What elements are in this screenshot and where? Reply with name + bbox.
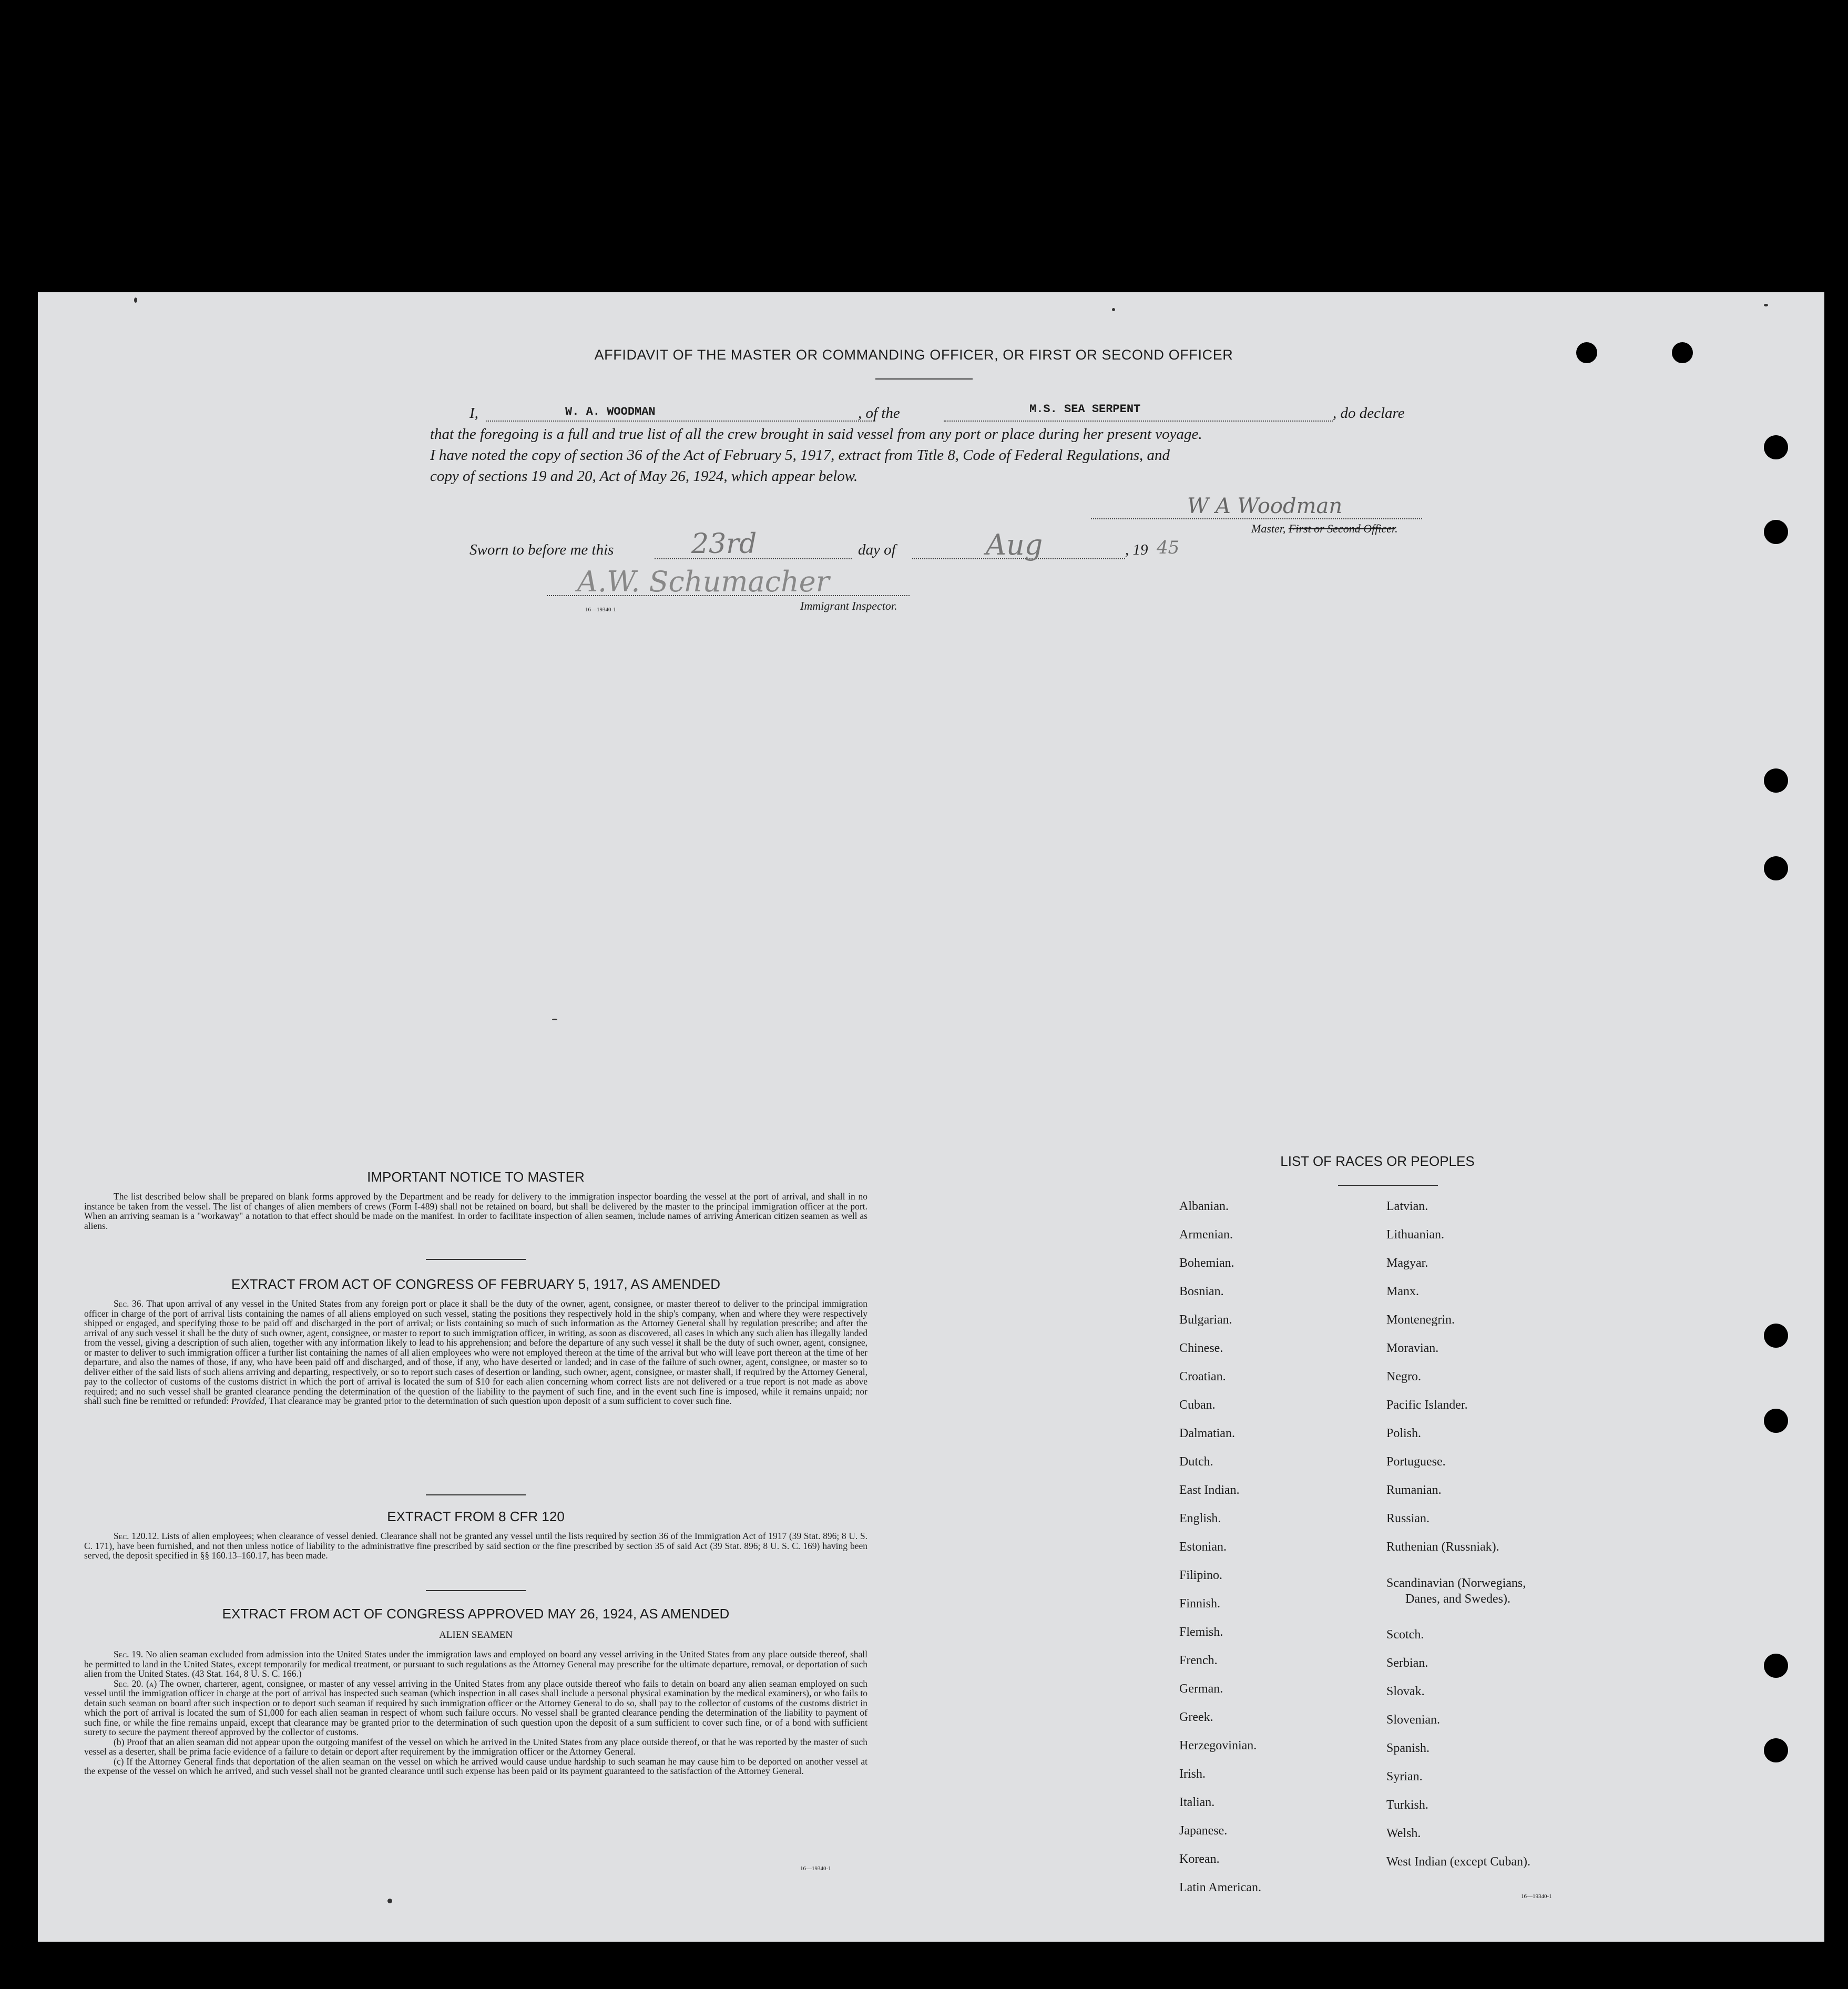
race-item: Dalmatian. bbox=[1179, 1427, 1235, 1440]
vessel-name: M.S. SEA SERPENT bbox=[1029, 403, 1141, 416]
race-item: French. bbox=[1179, 1654, 1218, 1667]
race-item: English. bbox=[1179, 1512, 1221, 1525]
race-item: Syrian. bbox=[1386, 1770, 1423, 1783]
affidavit-of-the: , of the bbox=[858, 405, 900, 422]
year-prefix: , 19 bbox=[1125, 541, 1148, 558]
race-item: Bulgarian. bbox=[1179, 1313, 1232, 1327]
day-of-label: day of bbox=[858, 541, 896, 558]
race-item: Irish. bbox=[1179, 1767, 1206, 1781]
punch-hole bbox=[1764, 1738, 1788, 1762]
inspector-signature: A.W. Schumacher bbox=[577, 565, 830, 598]
race-item: Lithuanian. bbox=[1386, 1228, 1444, 1242]
race-item: Negro. bbox=[1386, 1370, 1421, 1383]
race-item: Chinese. bbox=[1179, 1341, 1223, 1355]
race-item: Finnish. bbox=[1179, 1597, 1221, 1611]
punch-hole bbox=[1764, 1654, 1788, 1678]
race-item: Pacific Islander. bbox=[1386, 1398, 1468, 1412]
race-item: Latvian. bbox=[1386, 1199, 1428, 1213]
race-item: Herzegovinian. bbox=[1179, 1739, 1257, 1752]
race-item: Manx. bbox=[1386, 1285, 1419, 1298]
punch-hole bbox=[1764, 520, 1788, 544]
title-rule bbox=[875, 378, 973, 380]
punch-hole bbox=[1764, 768, 1788, 793]
punch-hole bbox=[1764, 1324, 1788, 1348]
sec20b-text: (b) Proof that an alien seaman did not appear upon the outgoing manifest of the vessel on which he arrived in the United States from any place outside thereof, or that he was reported by the master of such vessel as a deserter, shall be prima facie evidence of a failure to detain or deport after requirement by the immigration officer or the Attorney General. bbox=[84, 1736, 867, 1757]
punch-hole bbox=[1576, 342, 1597, 363]
race-item: Serbian. bbox=[1386, 1656, 1428, 1670]
master-name: W. A. WOODMAN bbox=[565, 405, 656, 418]
punch-hole bbox=[1764, 435, 1788, 459]
race-item: West Indian (except Cuban). bbox=[1386, 1855, 1530, 1869]
paper-speck bbox=[134, 298, 137, 303]
race-item: Albanian. bbox=[1179, 1199, 1229, 1213]
extract-cfr-body bbox=[84, 1531, 867, 1561]
race-item: Estonian. bbox=[1179, 1540, 1227, 1554]
race-item: Bohemian. bbox=[1179, 1256, 1234, 1270]
form-number: 16—19340-1 bbox=[585, 607, 616, 613]
sworn-label: Sworn to before me this bbox=[469, 541, 614, 558]
sworn-day: 23rd bbox=[691, 528, 757, 560]
race-item: East Indian. bbox=[1179, 1483, 1240, 1497]
sec19-text: No alien seaman excluded from admission into the United States under the immigration laws and employed on board any vessel arriving in the United States from any place outside thereof, shall be permitted to land in the United States, except temporarily for medical treatment, or pursuant to such regulations as the Attorney General may prescribe for the ultimate departure, removal, or deportation of such alien from the United States. (43 Stat. 164, 8 U. S. C. 166.) bbox=[84, 1649, 868, 1679]
sec19-label: Sec. 19. bbox=[114, 1649, 144, 1659]
race-item: Flemish. bbox=[1179, 1625, 1223, 1639]
race-item: Japanese. bbox=[1179, 1824, 1228, 1838]
inspector-label: Immigrant Inspector. bbox=[800, 599, 897, 612]
race-item: German. bbox=[1179, 1682, 1223, 1696]
race-item: Armenian. bbox=[1179, 1228, 1233, 1242]
sworn-month: Aug bbox=[986, 528, 1043, 561]
race-item: Russian. bbox=[1386, 1512, 1430, 1525]
race-item: Danes, and Swedes). bbox=[1405, 1592, 1510, 1606]
race-item: Greek. bbox=[1179, 1710, 1213, 1724]
race-item: Spanish. bbox=[1386, 1741, 1430, 1755]
cfr-text: Lists of alien employees; when clearance of vessel denied. Clearance shall not be granted any vessel until the lists required by section 36 of the Immigration Act of 1917 (39 Stat. 896; 8 U. S. C. 171), have been furnished, and not then unless notice of liability to the administrative fine prescribed by said section or the fine prescribed by section 35 of said Act (39 Stat. 896; 8 U. S. C. 169) having been served, the deposit specified in §§ 160.13–160.17, has been made. bbox=[84, 1531, 868, 1561]
sec36-text-end: That clearance may be granted prior to the determination of such question upon deposit of a sum sufficient to cover such fine. bbox=[269, 1396, 732, 1406]
notice-text: The list described below shall be prepared on blank forms approved by the Department and be ready for delivery to the immigration inspector boarding the vessel at the port of arrival, and shall in no instance be taken from the vessel. The list of changes of alien members of crews (Form I-489) shall not be retained on board, but shall be delivered by the master to the principal immigration officer at the port. When an arriving seaman is a "workaway" a notation to that effect should be made on the manifest. In order to facilitate inspection of alien seamen, include names of arriving American citizen seamen as well as aliens. bbox=[84, 1191, 867, 1231]
affidavit-do-declare: , do declare bbox=[1333, 405, 1405, 422]
sworn-year: 45 bbox=[1157, 537, 1180, 558]
race-item: Scandinavian (Norwegians, bbox=[1386, 1576, 1526, 1590]
paper-speck bbox=[387, 1899, 392, 1903]
race-item: Montenegrin. bbox=[1386, 1313, 1455, 1327]
sec20a-text: The owner, charterer, agent, consignee, or master of any vessel arriving in the United States from any place outside thereof who fails to detain on board any alien seaman employed on such vessel until the immigration officer in charge at the port of arrival has inspected such seaman (which inspection in all cases shall include a personal physical examination by the medical examiners), or who fails to detain such seaman on board after such inspection or to deport such seaman if required by such immigration officer or the Attorney General to do so, shall pay to the collector of customs of the customs district in which the port of arrival is located the sum of $1,000 for each alien seaman in respect of whom such failure occurs. No vessel shall be granted clearance pending the determination of the liability to payment of such fine, or while the fine remains unpaid, except that clearance may be granted prior to the determination of such question upon the deposit of a sum sufficient to cover such fine, or of a bond with sufficient surety to secure the payment thereof approved by the collector of customs. bbox=[84, 1678, 868, 1737]
sec36-text: That upon arrival of any vessel in the United States from any foreign port or place it shall be the duty of the owner, agent, consignee, or master thereof to deliver to the principal immigration officer in charge of the port of arrival lists containing the names of all aliens employed on such vessel, stating the positions they respectively hold in the ship's company, when and where they were respectively shipped or engaged, and specifying those to be paid off and discharged in the port of arrival; or lists containing so much of such information as the Attorney General shall by regulation prescribe; and after the arrival of any such vessel it shall be the duty of such owner, agent, consignee, or master to report to such immigration officer, in writing, as soon as discovered, all cases in which any such alien has illegally landed from the vessel, giving a description of such alien, together with any information likely to lead to his apprehension; and before the departure of any such vessel it shall be the duty of such owner, agent, consignee, or master to deliver to such immigration officer a further list containing the names of all alien employees who were not employed thereon at the time of the arrival but who will leave port thereon at the time of her departure, and also the names of those, if any, who have been paid off and discharged, and of those, if any, who have deserted or landed; and in case of the failure of such owner, agent, consignee, or master so to deliver either of the said lists of such aliens arriving and departing, respectively, or so to report such cases of desertion or landing, such owner, agent, consignee, or master shall, if required by the Attorney General, pay to the collector of customs of the customs district in which the port of arrival is located the sum of $10 for each alien concerning whom correct lists are not delivered or a true report is not made as above required; and no such vessel shall be granted clearance pending the determination of the question of the liability to the payment of such fine, and in the event such fine is imposed, while it remains unpaid; nor shall such fine be remitted or refunded: bbox=[84, 1298, 867, 1406]
section-rule bbox=[426, 1259, 526, 1260]
master-label-period: . bbox=[1395, 522, 1398, 535]
race-item: Latin American. bbox=[1179, 1881, 1261, 1894]
section-rule bbox=[426, 1494, 526, 1495]
punch-hole bbox=[1764, 1409, 1788, 1433]
race-item: Bosnian. bbox=[1179, 1285, 1224, 1298]
sec20-label: Sec. 20. (a) bbox=[114, 1678, 157, 1689]
form-number: 16—19340-1 bbox=[1521, 1893, 1552, 1900]
punch-hole bbox=[1672, 342, 1693, 363]
affidavit-title: AFFIDAVIT OF THE MASTER OR COMMANDING OFFICER, OR FIRST OR SECOND OFFICER bbox=[594, 347, 1233, 363]
notice-body bbox=[84, 1192, 867, 1231]
races-rule bbox=[1338, 1185, 1438, 1186]
master-signature: W A Woodman bbox=[1187, 494, 1343, 518]
race-item: Cuban. bbox=[1179, 1398, 1216, 1412]
race-item: Slovenian. bbox=[1386, 1713, 1440, 1727]
paper-speck bbox=[552, 1019, 557, 1020]
notice-title: IMPORTANT NOTICE TO MASTER bbox=[367, 1169, 585, 1185]
race-item: Croatian. bbox=[1179, 1370, 1226, 1383]
race-item: Slovak. bbox=[1386, 1685, 1425, 1698]
master-label-master: Master, bbox=[1251, 522, 1289, 535]
punch-hole bbox=[1764, 856, 1788, 880]
race-item: Scotch. bbox=[1386, 1628, 1424, 1642]
master-signature-line bbox=[1091, 518, 1422, 519]
alien-seamen-subtitle: ALIEN SEAMEN bbox=[439, 1629, 513, 1641]
affidavit-line-4: copy of sections 19 and 20, Act of May 26, 1924, which appear below. bbox=[430, 468, 858, 485]
extract-1924-title: EXTRACT FROM ACT OF CONGRESS APPROVED MAY 26, 1924, AS AMENDED bbox=[222, 1606, 730, 1622]
race-item: Italian. bbox=[1179, 1796, 1215, 1809]
race-item: Portuguese. bbox=[1386, 1455, 1446, 1469]
race-item: Moravian. bbox=[1386, 1341, 1439, 1355]
extract-1917-body bbox=[84, 1299, 867, 1406]
sec36-provided: Provided, bbox=[231, 1396, 267, 1406]
paper-speck bbox=[1112, 308, 1115, 311]
cfr-sec-label: Sec. 120.12. bbox=[114, 1531, 159, 1541]
affidavit-line-3: I have noted the copy of section 36 of the Act of February 5, 1917, extract from Title 8, Code of Federal Regulations, and bbox=[430, 447, 1170, 464]
race-item: Magyar. bbox=[1386, 1256, 1428, 1270]
sec20c-text: (c) If the Attorney General finds that deportation of the alien seaman on the vessel on which he arrived would cause undue hardship to such seaman he may cause him to be deported on another vessel at the expense of the vessel on which he arrived, and such vessel shall not be granted clearance until such expense has been paid or its payment guaranteed to the satisfaction of the Attorney General. bbox=[84, 1756, 867, 1776]
race-item: Dutch. bbox=[1179, 1455, 1213, 1469]
affidavit-line-2: that the foregoing is a full and true list of all the crew brought in said vessel from any port or place during her present voyage. bbox=[430, 426, 1202, 443]
form-number: 16—19340-1 bbox=[800, 1865, 831, 1872]
extract-1924-body bbox=[84, 1649, 867, 1776]
race-item: Turkish. bbox=[1386, 1798, 1428, 1812]
section-rule bbox=[426, 1590, 526, 1591]
race-item: Ruthenian (Russniak). bbox=[1386, 1540, 1499, 1554]
master-name-field bbox=[486, 421, 875, 422]
races-title: LIST OF RACES OR PEOPLES bbox=[1280, 1153, 1475, 1169]
affidavit-i: I, bbox=[469, 405, 478, 422]
sec36-label: Sec. 36. bbox=[114, 1298, 144, 1309]
extract-cfr-title: EXTRACT FROM 8 CFR 120 bbox=[387, 1509, 565, 1524]
master-label bbox=[1251, 522, 1398, 536]
master-label-struck: First or Second Officer bbox=[1288, 522, 1395, 535]
race-item: Polish. bbox=[1386, 1427, 1422, 1440]
race-item: Welsh. bbox=[1386, 1827, 1421, 1840]
vessel-name-field bbox=[944, 421, 1333, 422]
extract-1917-title: EXTRACT FROM ACT OF CONGRESS OF FEBRUARY 5, 1917, AS AMENDED bbox=[231, 1276, 720, 1292]
race-item: Filipino. bbox=[1179, 1568, 1223, 1582]
paper-speck bbox=[1764, 304, 1768, 306]
race-item: Korean. bbox=[1179, 1852, 1220, 1866]
race-item: Rumanian. bbox=[1386, 1483, 1442, 1497]
